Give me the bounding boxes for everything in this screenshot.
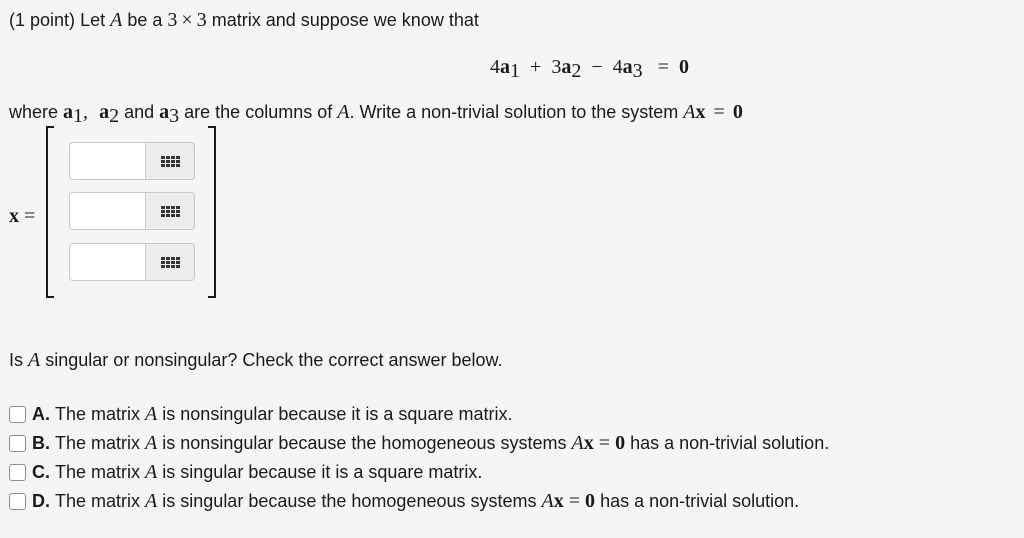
option-b-letter: B. — [32, 432, 50, 453]
op-plus: + — [530, 56, 542, 78]
option-c-checkbox[interactable] — [9, 464, 26, 481]
option-a-letter: A. — [32, 403, 50, 424]
system-equals: = — [713, 101, 725, 123]
entry-input-2[interactable] — [69, 192, 145, 230]
dim-rows: 3 — [167, 9, 178, 31]
left-bracket — [46, 126, 54, 298]
option-d[interactable] — [9, 489, 799, 513]
where-and: and — [124, 102, 155, 122]
option-a-pre: The matrix — [55, 403, 141, 424]
vector-entry-3 — [69, 243, 195, 281]
option-a[interactable] — [9, 402, 512, 426]
entry-input-3[interactable] — [69, 243, 145, 281]
where-start: where — [9, 102, 59, 122]
option-b[interactable] — [9, 431, 829, 455]
system-zero: 0 — [732, 101, 743, 123]
where-end: . Write a non-trivial solution to the system — [349, 102, 679, 122]
question-start: Is — [9, 350, 24, 370]
option-d-post: is singular because the homogeneous systems — [162, 490, 537, 511]
option-d-checkbox[interactable] — [9, 493, 26, 510]
op-minus: − — [591, 56, 603, 78]
where-comma: , — [83, 101, 89, 123]
option-b-checkbox[interactable] — [9, 435, 26, 452]
where-A: A — [337, 101, 350, 123]
system-A: A — [683, 101, 696, 123]
option-c-post: is singular because it is a square matrix. — [162, 461, 483, 482]
option-d-letter: D. — [32, 490, 50, 511]
option-b-tail: has a non-trivial solution. — [630, 432, 830, 453]
option-b-post: is nonsingular because the homogeneous systems — [162, 432, 567, 453]
intro-end: matrix and suppose we know that — [211, 10, 479, 30]
intro-mid: be a — [127, 10, 163, 30]
system-x: x — [695, 101, 706, 123]
option-c-letter: C. — [32, 461, 50, 482]
question-text — [9, 349, 503, 372]
where-sub-2: 2 — [109, 105, 120, 127]
option-b-zero: 0 — [615, 431, 626, 454]
matrix-name: A — [110, 9, 123, 31]
where-a1: a — [63, 101, 74, 123]
coef-2: 3 — [551, 56, 562, 78]
right-bracket — [208, 126, 216, 298]
option-c-pre: The matrix — [55, 461, 141, 482]
entry-picker-3[interactable] — [145, 243, 195, 281]
where-a3: a — [159, 101, 170, 123]
vector-x-label — [9, 205, 35, 228]
option-d-matrix: A — [145, 489, 158, 512]
times-symbol: × — [181, 9, 193, 31]
vector-x: x — [9, 205, 19, 227]
vector-entry-1 — [69, 142, 195, 180]
vec-a3: a — [622, 56, 633, 78]
coef-1: 4 — [490, 56, 500, 78]
coef-3: 4 — [612, 56, 623, 78]
where-a2: a — [99, 101, 110, 123]
question-A: A — [28, 349, 41, 371]
entry-input-1[interactable] — [69, 142, 145, 180]
vector-equals: = — [24, 205, 36, 227]
where-sub-1: 1 — [73, 105, 84, 127]
option-b-equals: = — [598, 431, 611, 454]
option-d-eq-x: x — [553, 489, 564, 512]
sub-2: 2 — [571, 60, 582, 82]
points-label: (1 point) — [9, 10, 76, 30]
entry-picker-1[interactable] — [145, 142, 195, 180]
option-c-matrix: A — [145, 460, 158, 483]
entry-picker-2[interactable] — [145, 192, 195, 230]
sub-3: 3 — [632, 60, 643, 82]
option-b-matrix: A — [145, 431, 158, 454]
option-a-matrix: A — [145, 402, 158, 425]
option-c[interactable] — [9, 460, 482, 484]
zero-vector: 0 — [678, 56, 689, 78]
problem-intro — [9, 9, 479, 32]
column-equation — [490, 56, 689, 82]
equals: = — [657, 56, 669, 78]
grid-icon — [161, 156, 180, 167]
grid-icon — [161, 206, 180, 217]
option-d-tail: has a non-trivial solution. — [600, 490, 800, 511]
vec-a2: a — [561, 56, 572, 78]
where-line — [9, 101, 743, 127]
question-end: singular or nonsingular? Check the correct answer below. — [45, 350, 503, 370]
option-d-pre: The matrix — [55, 490, 141, 511]
option-a-post: is nonsingular because it is a square matrix. — [162, 403, 513, 424]
where-mid: are the columns of — [184, 102, 333, 122]
dim-cols: 3 — [196, 9, 207, 31]
option-d-zero: 0 — [585, 489, 596, 512]
sub-1: 1 — [510, 60, 520, 82]
option-d-equals: = — [568, 489, 581, 512]
option-b-eq-A: A — [571, 431, 584, 454]
option-d-eq-A: A — [541, 489, 554, 512]
vector-entry-2 — [69, 192, 195, 230]
option-b-pre: The matrix — [55, 432, 141, 453]
intro-text: Let — [80, 10, 106, 30]
where-sub-3: 3 — [169, 105, 180, 127]
option-b-eq-x: x — [583, 431, 594, 454]
grid-icon — [161, 257, 180, 268]
option-a-checkbox[interactable] — [9, 406, 26, 423]
vec-a1: a — [500, 56, 510, 78]
